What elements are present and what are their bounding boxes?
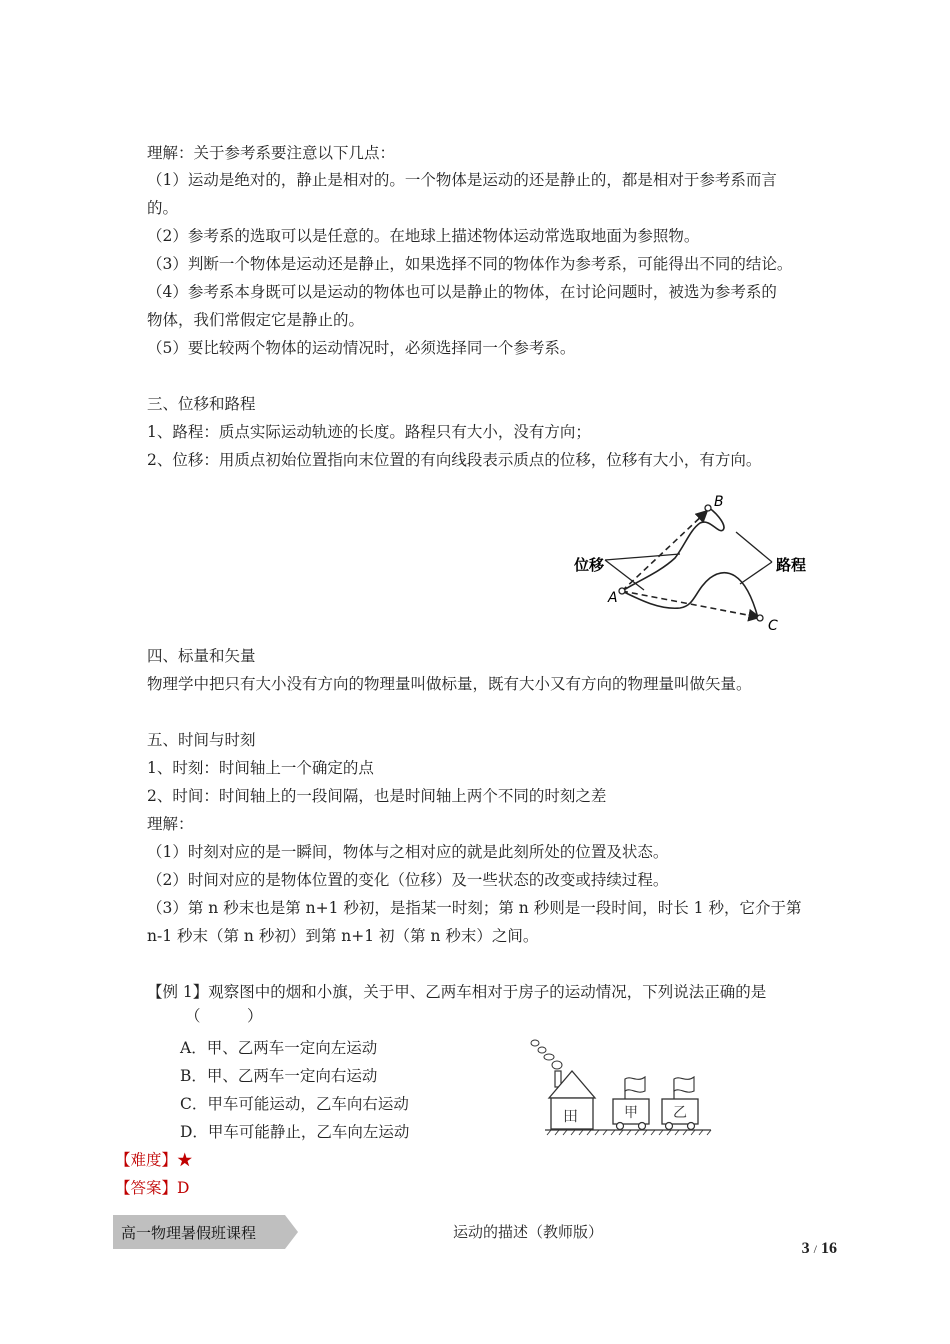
- section3-item1: 1、路程：质点实际运动轨迹的长度。路程只有大小，没有方向；: [147, 423, 591, 441]
- page-number: [802, 1240, 837, 1258]
- page-current: 3: [801, 1240, 810, 1257]
- time-point-2: （2）时间对应的是物体位置的变化（位移）及一些状态的改变或持续过程。: [147, 871, 669, 889]
- time-point-3a: （3）第 n 秒末也是第 n+1 秒初，是指某一时刻；第 n 秒则是一段时间，时长 1 秒，它介于第: [147, 899, 802, 917]
- car-a-wheel: [639, 1123, 646, 1130]
- smoke-puff: [552, 1061, 562, 1069]
- difficulty-label: 【难度】: [115, 1151, 178, 1169]
- page-total: 16: [821, 1240, 837, 1257]
- time-point-1: （1）时刻对应的是一瞬间，物体与之相对应的就是此刻所处的位置及状态。: [147, 843, 669, 861]
- section4-heading: 四、标量和矢量: [147, 647, 256, 665]
- ref-point-1a: （1）运动是绝对的，静止是相对的。一个物体是运动的还是静止的，都是相对于参考系而言: [147, 171, 777, 189]
- car-b-label: 乙: [673, 1105, 687, 1121]
- difficulty-row: [115, 1150, 193, 1170]
- label-point-a: A: [608, 590, 618, 606]
- answer-value: D: [177, 1179, 190, 1197]
- section5-understanding: 理解：: [147, 815, 194, 833]
- answer-label: 【答案】: [115, 1179, 178, 1197]
- ref-point-5: （5）要比较两个物体的运动情况时，必须选择同一个参考系。: [147, 339, 576, 357]
- label-leader-line: [740, 562, 772, 584]
- ref-point-2: （2）参考系的选取可以是任意的。在地球上描述物体运动常选取地面为参照物。: [147, 227, 700, 245]
- car-a-label: 甲: [624, 1105, 638, 1121]
- smoke-puff: [538, 1047, 546, 1053]
- ref-point-3: （3）判断一个物体是运动还是静止，如果选择不同的物体作为参考系，可能得出不同的结论。: [147, 255, 793, 273]
- ref-point-4a: （4）参考系本身既可以是运动的物体也可以是静止的物体，在讨论问题时，被选为参考系的: [147, 283, 777, 301]
- label-displacement: 位移: [574, 556, 605, 574]
- point-a-dot: [619, 588, 625, 594]
- ground-hatching: [547, 1130, 711, 1135]
- option-d[interactable]: D．甲车可能静止，乙车向左运动: [180, 1123, 410, 1141]
- example1-label: 【例 1】: [147, 983, 209, 1001]
- section5-item1: 1、时刻：时间轴上一个确定的点: [147, 759, 374, 777]
- footer-course-label: 高一物理暑假班课程: [121, 1224, 257, 1242]
- label-distance: 路程: [776, 556, 807, 574]
- example1-blank: （ ）: [185, 1007, 263, 1025]
- car-b-flag: [674, 1077, 694, 1092]
- smoke-puff: [531, 1040, 539, 1046]
- section3-heading: 三、位移和路程: [147, 395, 256, 413]
- point-c-dot: [757, 615, 763, 621]
- section3-item2: 2、位移：用质点初始位置指向末位置的有向线段表示质点的位移，位移有大小，有方向。: [147, 451, 762, 469]
- time-point-3b: n-1 秒末（第 n 秒初）到第 n+1 初（第 n 秒末）之间。: [147, 927, 539, 945]
- displacement-arrow-a-b: [622, 512, 706, 591]
- section5-item2: 2、时间：时间轴上的一段间隔，也是时间轴上两个不同的时刻之差: [147, 787, 607, 805]
- footer-title: 运动的描述（教师版）: [453, 1223, 604, 1241]
- smoke-puff: [544, 1054, 554, 1060]
- label-leader-line: [736, 532, 772, 562]
- example1-figure: [525, 1035, 720, 1140]
- understanding-title: 理解：关于参考系要注意以下几点：: [147, 144, 396, 162]
- label-leader-line: [605, 554, 680, 560]
- page-separator: /: [813, 1242, 817, 1256]
- point-b-dot: [705, 505, 711, 511]
- label-point-c: C: [768, 618, 778, 634]
- car-a-wheel: [617, 1123, 624, 1130]
- answer-row: [115, 1178, 189, 1198]
- footer-course-tab: [113, 1215, 298, 1249]
- label-point-b: B: [714, 494, 724, 510]
- difficulty-stars: ★: [177, 1151, 193, 1169]
- car-a-flag: [625, 1077, 645, 1092]
- example1-question-text: 观察图中的烟和小旗，关于甲、乙两车相对于房子的运动情况，下列说法正确的是: [208, 983, 767, 1001]
- option-a[interactable]: A．甲、乙两车一定向左运动: [180, 1039, 378, 1057]
- option-c[interactable]: C．甲车可能运动，乙车向右运动: [180, 1095, 409, 1113]
- car-b-wheel: [666, 1123, 673, 1130]
- house-window: 田: [563, 1107, 579, 1125]
- car-b-wheel: [688, 1123, 695, 1130]
- ref-point-1b: 的。: [147, 199, 179, 217]
- example1-question: [147, 982, 766, 1002]
- ref-point-4b: 物体，我们常假定它是静止的。: [147, 311, 365, 329]
- option-b[interactable]: B．甲、乙两车一定向右运动: [180, 1067, 378, 1085]
- section4-text: 物理学中把只有大小没有方向的物理量叫做标量，既有大小又有方向的物理量叫做矢量。: [147, 675, 752, 693]
- section5-heading: 五、时间与时刻: [147, 731, 256, 749]
- displacement-distance-figure: [560, 490, 820, 640]
